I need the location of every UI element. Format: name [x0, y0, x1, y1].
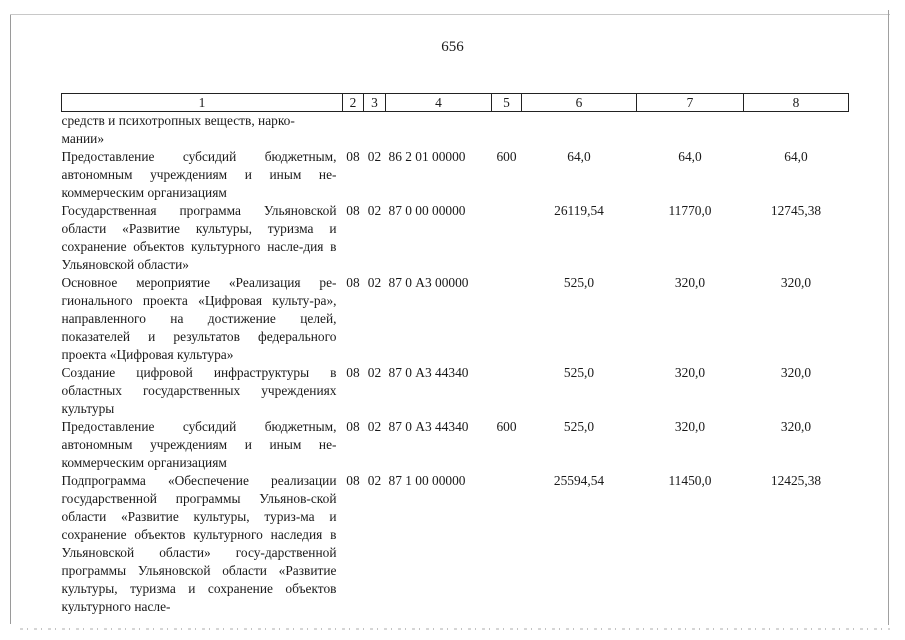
row-rz: 08: [346, 149, 360, 164]
row-csr: 86 2 01 00000: [388, 149, 466, 164]
row-vr: 600: [496, 149, 517, 164]
row-value-year2: 320,0: [674, 419, 706, 434]
row-rz: 08: [346, 419, 360, 434]
row-value-year2: 11770,0: [668, 203, 712, 218]
table-row: [62, 148, 849, 202]
row-rz: 08: [346, 203, 360, 218]
header-cell-5: 5: [492, 94, 522, 112]
scan-edge-top: [10, 14, 890, 15]
row-value-year3: 320,0: [780, 365, 812, 380]
row-vr: [492, 472, 522, 616]
row-value-year2: [637, 112, 744, 149]
table-header-row: [62, 94, 849, 112]
row-name: Основное мероприятие «Реализация ре-гионального проекта «Цифровая культу-ра», направленного на достижение целей, показателей и результатов федерального проекта «Цифровая культура»: [61, 275, 337, 362]
row-value-year3: [744, 112, 849, 149]
table-row: [62, 418, 849, 472]
row-pr: 02: [367, 149, 382, 164]
row-value-year3: 320,0: [780, 419, 812, 434]
row-pr: 02: [367, 419, 382, 434]
scan-noise-bottom: [20, 628, 890, 630]
budget-table: [61, 93, 849, 616]
scan-edge-left: [10, 14, 11, 624]
header-cell-4: 4: [386, 94, 492, 112]
row-csr: 87 0 00 00000: [388, 203, 466, 218]
row-rz: [343, 112, 364, 149]
row-csr: 87 0 А3 44340: [388, 419, 469, 434]
row-csr: 87 1 00 00000: [388, 473, 466, 488]
row-value-year2: 64,0: [678, 149, 702, 164]
row-value-year1: 525,0: [563, 275, 595, 290]
row-value-year1: 525,0: [563, 365, 595, 380]
row-csr: 87 0 А3 00000: [388, 275, 469, 290]
row-vr: [492, 202, 522, 274]
row-value-year3: 64,0: [784, 149, 808, 164]
table-row: [62, 472, 849, 616]
table-row: [62, 364, 849, 418]
row-name: средств и психотропных веществ, нарко- мании»: [61, 113, 295, 146]
row-vr: [492, 112, 522, 149]
row-pr: [364, 112, 386, 149]
row-name: Предоставление субсидий бюджетным, автономным учреждениям и иным не-коммерческим организациям: [61, 419, 337, 470]
header-cell-1: 1: [62, 94, 343, 112]
row-value-year1: 64,0: [567, 149, 591, 164]
row-rz: 08: [346, 365, 360, 380]
row-pr: 02: [367, 365, 382, 380]
row-value-year3: 320,0: [780, 275, 812, 290]
row-value-year1: 525,0: [563, 419, 595, 434]
row-pr: 02: [367, 275, 382, 290]
row-name: Подпрограмма «Обеспечение реализации государственной программы Ульянов-ской области «Развитие культуры, туриз-ма и сохранение объектов культурного наследия в Ульяновской области» госу-дарственной программы Ульяновской области «Развитие культуры, туризма и сохранение объектов культурного насле-: [61, 473, 337, 614]
header-cell-6: 6: [522, 94, 637, 112]
row-pr: 02: [367, 203, 382, 218]
row-name: Предоставление субсидий бюджетным, автономным учреждениям и иным не-коммерческим организациям: [61, 149, 337, 200]
row-csr: [386, 112, 492, 149]
row-vr: 600: [496, 419, 517, 434]
table-row: [62, 274, 849, 364]
table-row: [62, 112, 849, 149]
row-value-year3: 12425,38: [770, 473, 822, 488]
table-row: [62, 202, 849, 274]
row-rz: 08: [346, 275, 360, 290]
row-name: Создание цифровой инфраструктуры в областных государственных учреждениях культуры: [61, 365, 337, 416]
row-vr: [492, 364, 522, 418]
row-rz: 08: [346, 473, 360, 488]
row-value-year1: 25594,54: [553, 473, 605, 488]
page-number: 656: [441, 39, 464, 55]
row-value-year1: [522, 112, 637, 149]
header-cell-2: 2: [343, 94, 364, 112]
row-value-year2: 320,0: [674, 365, 706, 380]
row-value-year2: 320,0: [674, 275, 706, 290]
row-csr: 87 0 А3 44340: [388, 365, 469, 380]
header-cell-7: 7: [637, 94, 744, 112]
row-pr: 02: [367, 473, 382, 488]
header-cell-8: 8: [744, 94, 849, 112]
scan-edge-right: [888, 10, 889, 625]
row-name: Государственная программа Ульяновской области «Развитие культуры, туризма и сохранение объектов культурного насле-дия в Ульяновской области»: [61, 203, 337, 272]
row-vr: [492, 274, 522, 364]
row-value-year1: 26119,54: [554, 203, 604, 218]
row-value-year3: 12745,38: [770, 203, 822, 218]
header-cell-3: 3: [364, 94, 386, 112]
row-value-year2: 11450,0: [668, 473, 712, 488]
